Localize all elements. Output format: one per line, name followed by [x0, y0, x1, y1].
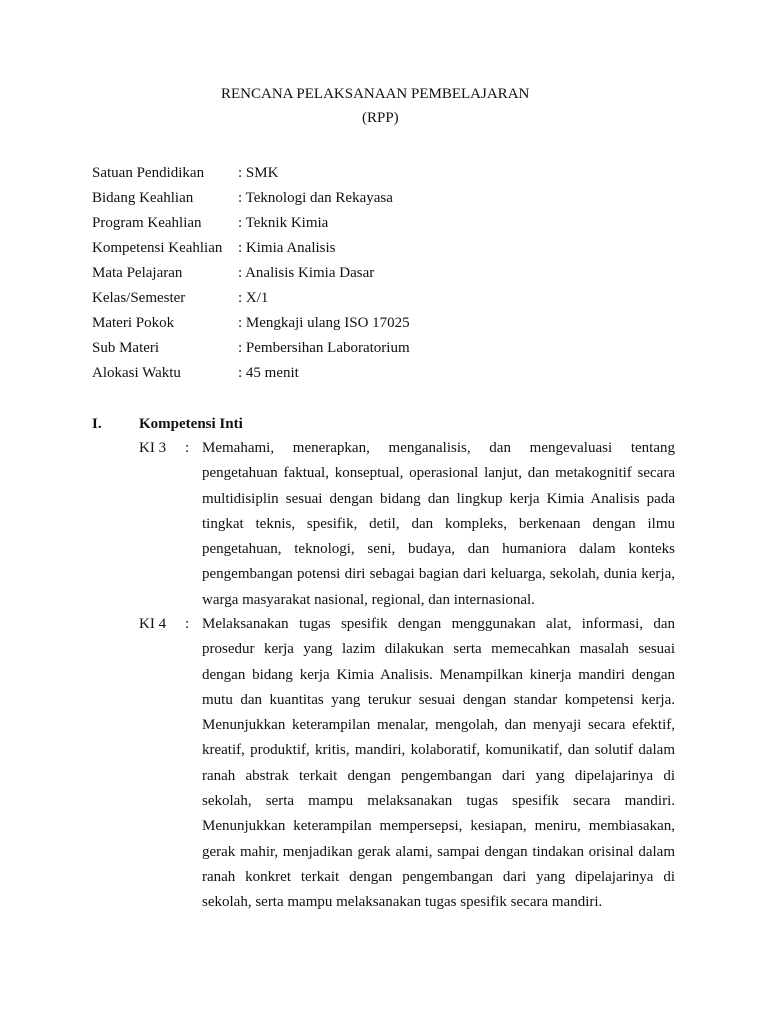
identity-label: Alokasi Waktu [92, 365, 181, 381]
section-heading [92, 412, 692, 436]
identity-value: : Teknologi dan Rekayasa [238, 190, 393, 206]
identity-label: Bidang Keahlian [92, 190, 194, 206]
document-title-line2: (RPP) [362, 110, 399, 126]
identity-row [92, 336, 692, 361]
identity-value: : Teknik Kimia [238, 215, 329, 231]
competency-text: Memahami, menerapkan, menganalisis, dan mengevaluasi tentang pengetahuan faktual, konseptual, operasional lanjut, dan metakognitif secara multidisiplin sesuai dengan bidang dan lingkup kerja Kimia Analisis pada tingkat teknis, spesifik, detil, dan kompleks, berkenaan dengan ilmu pengetahuan, teknologi, seni, budaya, dan humaniora dalam konteks pengembangan potensi diri sebagai bagian dari keluarga, sekolah, dunia kerja, warga masyarakat nasional, regional, dan internasional. [202, 440, 675, 608]
identity-row [92, 211, 692, 236]
identity-table [92, 161, 692, 386]
identity-row [92, 361, 692, 386]
identity-label: Materi Pokok [92, 315, 175, 331]
identity-row [92, 186, 692, 211]
competency-item [139, 436, 679, 616]
identity-value: : SMK [238, 165, 279, 181]
identity-label: Satuan Pendidikan [92, 165, 205, 181]
section-number: I. [92, 416, 102, 432]
identity-label: Program Keahlian [92, 215, 202, 231]
identity-value: : Pembersihan Laboratorium [238, 340, 410, 356]
identity-value: : Analisis Kimia Dasar [238, 265, 375, 281]
identity-value: : Kimia Analisis [238, 240, 336, 256]
identity-row [92, 161, 692, 186]
identity-value: : Mengkaji ulang ISO 17025 [238, 315, 410, 331]
competency-colon: : [185, 440, 190, 456]
identity-row [92, 261, 692, 286]
competency-colon: : [185, 616, 190, 632]
competency-text: Melaksanakan tugas spesifik dengan menggunakan alat, informasi, dan prosedur kerja yang lazim dilakukan serta memecahkan masalah sesuai dengan bidang kerja Kimia Analisis. Menampilkan kinerja mandiri dengan mutu dan kuantitas yang terukur sesuai dengan standar kompetensi kerja. Menunjukkan keterampilan menalar, mengolah, dan menyaji secara efektif, kreatif, produktif, kritis, mandiri, kolaboratif, komunikatif, dan solutif dalam ranah abstrak terkait dengan pengembangan dari yang dipelajarinya di sekolah, serta mampu melaksanakan tugas spesifik secara mandiri. Menunjukkan keterampilan mempersepsi, kesiapan, meniru, membiasakan, gerak mahir, menjadikan gerak alami, sampai dengan tindakan orisinal dalam ranah konkret terkait dengan pengembangan dari yang dipelajarinya di sekolah, serta mampu melaksanakan tugas spesifik secara mandiri. [202, 616, 675, 911]
identity-label: Sub Materi [92, 340, 160, 356]
competency-code: KI 3 [139, 440, 167, 456]
section-title: Kompetensi Inti [139, 416, 243, 432]
identity-label: Mata Pelajaran [92, 265, 183, 281]
identity-row [92, 236, 692, 261]
identity-label: Kelas/Semester [92, 290, 186, 306]
document-title-line1: RENCANA PELAKSANAAN PEMBELAJARAN [221, 86, 530, 102]
identity-label: Kompetensi Keahlian [92, 240, 223, 256]
identity-value: : 45 menit [238, 365, 299, 381]
competency-item [139, 612, 679, 922]
identity-value: : X/1 [238, 290, 269, 306]
competency-code: KI 4 [139, 616, 167, 632]
identity-row [92, 311, 692, 336]
identity-row [92, 286, 692, 311]
